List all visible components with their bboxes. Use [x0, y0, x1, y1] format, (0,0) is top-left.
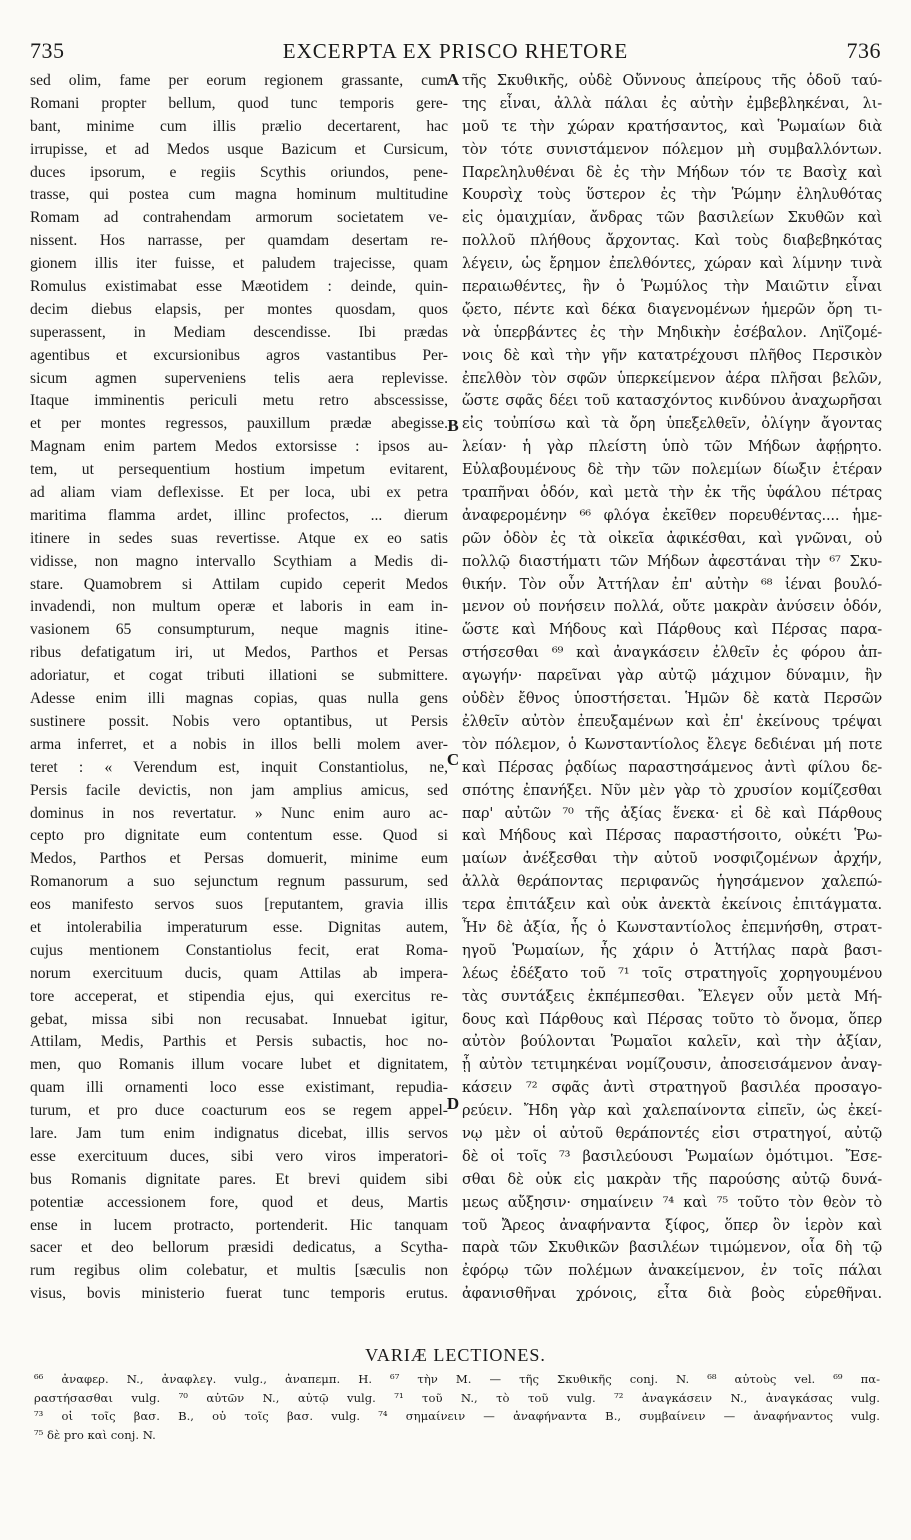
latin-text-line: cepto pro dignitate eum contentum esse. Quod si: [30, 827, 448, 845]
notes-text-line: ⁷³ οἱ τοῖς βασ. B., οὐ τοῖς βασ. vulg. ⁷⁴ σημαίνειν — ἀναφήναντα B., συμβαίνειν — ἀναφήναντος vulg.: [34, 1409, 880, 1423]
greek-text-line: περαιωθέντες, ἣν ὁ Ῥωμύλος τὴν Μαιῶτιν εἶναι: [462, 278, 882, 296]
notes-text-line: ραστήσασθαι vulg. ⁷⁰ αὐτῶν N., αὐτῷ vulg. ⁷¹ τοῦ N., τὸ τοῦ vulg. ⁷² ἀναγκάσειν N., ἀναγκάσας vulg.: [34, 1390, 880, 1405]
latin-text-line: lare. Jam tum enim indignatus dicebat, illis servos: [30, 1124, 448, 1142]
margin-marker-a: A: [446, 70, 460, 89]
greek-text-line: Ἦν δὲ ἀξία, ἧς ὁ Κωνσταντίολος ἐπεμνήσθη, στρατ-: [462, 918, 882, 936]
latin-text-line: Medos, Parthos et Persas domuerit, minime eum: [30, 850, 448, 868]
greek-text-line: ᾤετο, πέντε καὶ δέκα διαγενομένων ἡμερῶν ὄρη τι-: [462, 300, 882, 318]
page-number-right: 736: [846, 38, 881, 63]
greek-text-line: Παρεληλυθέναι δὲ ἐς τὴν Μήδων τόν τε Βασὶχ καὶ: [462, 163, 882, 181]
latin-text-line: bus Romanis dignitate pares. Et brevi quidem sibi: [30, 1170, 448, 1188]
greek-text-line: λέγειν, ὡς ἔρημον ἐπελθόντες, χώραν καὶ λίμνην τινὰ: [462, 255, 882, 273]
greek-text-line: νῳ μὲν οἱ αὐτοῦ θεράποντές εἰσι στρατηγοί, αὐτῷ: [462, 1124, 882, 1142]
latin-text-line: Attilam, Medis, Parthis et Persis subactis, hoc no-: [30, 1033, 448, 1051]
greek-text-line: ᾗ αὐτὸν τετιμηκέναι νομίζουσιν, ἀποσεισάμενον ἀναγ-: [462, 1056, 882, 1074]
latin-text-line: Romani propter bellum, quod tunc temporis gere-: [30, 94, 448, 112]
greek-text-line: Κουρσὶχ τοὺς ὕστερον ἐς τὴν Ῥώμην ἐληλυθότας: [462, 186, 882, 204]
latin-text-line: Romulus existimabat esse Mæotidem : deinde, quin-: [30, 278, 448, 296]
page-number-left: 735: [30, 38, 65, 63]
latin-text-line: ense in lucem protracto, portenderit. Hic tanquam: [30, 1216, 448, 1234]
margin-marker-b: B: [447, 416, 459, 435]
greek-column: [462, 70, 882, 1306]
greek-text-line: ἐφόρῳ τῶν πολέμων ἀνακείμενον, ἐν τοῖς πάλαι: [462, 1262, 882, 1280]
greek-text-line: δους καὶ Πάρθους καὶ Πέρσας τοῦτο τὸ ὄνομα, ὅπερ: [462, 1010, 882, 1028]
greek-text-line: τῆς Σκυθικῆς, οὐδὲ Οὔννους ἀπείρους τῆς ὁδοῦ ταύ-: [462, 72, 882, 89]
greek-text-line: τοῦ Ἄρεος ἀναφήναντα ξίφος, ὅπερ ὂν ἱερὸν καὶ: [462, 1216, 882, 1234]
greek-text-line: νοις δὲ καὶ τὴν γῆν κατατρέχουσι πλῆθος Περσικὸν: [462, 346, 882, 364]
greek-text-line: εἰς τοὐπίσω καὶ τὰ ὄρη ὑπεξελθεῖν, ὀλίγην ἄγοντας: [462, 415, 882, 433]
latin-text-line: tem, ut persequentium hostium impetum evitarent,: [30, 461, 448, 479]
greek-text-line: ἀλλὰ θεράποντας περιφανῶς ἡγησάμενον χαλεπώ-: [462, 873, 882, 891]
latin-text-line: adoriatur, et cogat tributi illationi se submittere.: [30, 667, 448, 685]
greek-text-line: ὥστε σφᾶς δέει τοῦ κατασχόντος κινδύνου ἀναχωρῆσαι: [462, 392, 882, 410]
page-header: [30, 38, 881, 66]
latin-text-line: norum exercituum ducis, quam Attilas ab impera-: [30, 964, 448, 982]
greek-text-line: καὶ Μήδους καὶ Πέρσας παραστήσοιτο, οὐκέτι Ῥω-: [462, 827, 882, 845]
greek-text-line: κάσειν ⁷² σφᾶς ἀντὶ στρατηγοῦ βασιλέα προσαγο-: [462, 1079, 882, 1097]
greek-text-line: ὥστε καὶ Μήδους καὶ Πάρθους καὶ Πέρσας παρα-: [462, 621, 882, 639]
running-title: EXCERPTA EX PRISCO RHETORE: [282, 39, 629, 63]
two-column-body: [30, 70, 882, 1332]
latin-text-line: gionem illis iter fuisse, et paludem trajecisse, quam: [30, 255, 448, 273]
notes-text-line: ⁶⁶ ἀναφερ. N., ἀναφλεγ. vulg., ἀναπεμπ. H. ⁶⁷ τὴν Μ. — τῆς Σκυθικῆς conj. N. ⁶⁸ αὐτοὺς vel. ⁶⁹ πα-: [34, 1372, 880, 1386]
latin-text-line: Persis facile devictis, non jam amplius amicus, sed: [30, 781, 448, 799]
latin-text-line: potentiæ accessionem fore, quod et deus, Martis: [30, 1193, 448, 1211]
greek-text-line: τὸν τότε συνιστάμενον πόλεμον μὴ συμβαλλόντων.: [462, 140, 882, 158]
latin-text-line: eos manifesto servos suos [reputantem, gravia illis: [30, 896, 448, 914]
latin-text-line: vasionem 65 consumpturum, neque magnis itine-: [30, 621, 448, 639]
latin-text-line: quam illi ornamenti loco esse existimant, repudia-: [30, 1079, 448, 1097]
greek-text-line: ἐλθεῖν αὐτὸν ἐπευξαμένων καὶ ἐπ' ἐκείνους τρέψαι: [462, 712, 882, 730]
variae-lectiones-notes: [34, 1370, 880, 1444]
latin-text-line: et per montes regressos, pauxillum prædæ abegisse.: [30, 415, 448, 433]
greek-text-line: θικήν. Τὸν οὖν Ἀττήλαν ἐπ' αὐτὴν ⁶⁸ ἰέναι βουλό-: [462, 575, 882, 593]
greek-text-line: παρ' αὐτῶν ⁷⁰ τῆς ἀξίας ἕνεκα· εἰ δὲ καὶ Πάρθους: [462, 804, 882, 822]
latin-text-line: gebat, missa sibi non recusabat. Innuebat igitur,: [30, 1010, 448, 1028]
greek-text-line: ἐπελθὸν τὸν σφῶν ὑπερκείμενον ἀέρα πλῆσαι βελῶν,: [462, 369, 882, 387]
variae-lectiones-heading: VARIÆ LECTIONES.: [365, 1345, 546, 1365]
latin-text-line: ribus defatigatum iri, ut Medos, Parthos et Persas: [30, 644, 448, 662]
latin-text-line: Adesse enim illi magnas copias, quas nulla gens: [30, 690, 448, 708]
latin-text-line: teret : « Verendum est, inquit Constantiolus, ne,: [30, 758, 448, 776]
latin-text-line: rum regibus olim colebatur, et multis [sæculis non: [30, 1262, 448, 1280]
latin-text-line: stare. Quamobrem si Attilam cupido ceperit Medos: [30, 575, 448, 593]
greek-text-line: καὶ Πέρσας ῥᾳδίως παραστησάμενος ἀντὶ φίλου δε-: [462, 758, 882, 776]
latin-text-line: sed olim, fame per eorum regionem grassante, cum: [30, 72, 448, 89]
greek-text-line: ἀφανισθῆναι χρόνοις, εἶτα διὰ βοὸς εὑρεθῆναι.: [462, 1285, 882, 1303]
greek-text-line: τραπῆναι ὁδόν, καὶ μετὰ τὴν ἐκ τῆς ὑφάλου πέτρας: [462, 484, 882, 502]
greek-text-line: οὐδὲν ἔθνος ὑποστήσεται. Ἡμῶν δὲ κατὰ Περσῶν: [462, 690, 882, 708]
greek-text-line: αὐτὸν βούλονται Ῥωμαῖοι καλεῖν, καὶ τὴν ἀξίαν,: [462, 1033, 882, 1051]
latin-text-line: sacer et deo bellorum præsidi dedicatus, a Scytha-: [30, 1239, 448, 1257]
latin-text-line: Itaque imminentis periculi metu retro abscessisse,: [30, 392, 448, 410]
latin-text-line: ad aliam viam deflexisse. Et per loca, ubi ex petra: [30, 484, 448, 502]
notes-text-line: ⁷⁵ δὲ pro καὶ conj. N.: [34, 1427, 156, 1442]
greek-text-line: στήσεσθαι ⁶⁹ καὶ ἀναγκάσειν ἐλθεῖν ἐς φόρου ἀπ-: [462, 644, 882, 662]
latin-column: [30, 70, 448, 1306]
greek-text-line: αγωγήν· παρεῖναι γὰρ αὐτῷ μάχιμον δύναμιν, ἣν: [462, 667, 882, 685]
latin-text-line: sustinere possit. Nobis vero optantibus, ut Persis: [30, 712, 448, 730]
margin-marker-d: D: [446, 1094, 460, 1113]
greek-text-line: ρεύειν. Ἤδη γὰρ καὶ χαλεπαίνοντα εἰπεῖν, ὡς ἐκεί-: [462, 1102, 882, 1120]
greek-text-line: μαίων ἀνέξεσθαι τὴν αὐτοῦ νοσφιζομένων ἀρχήν,: [462, 850, 882, 868]
greek-text-line: Εὐλαβουμένους δὲ τὴν τῶν πολεμίων δίωξιν ἑτέραν: [462, 461, 882, 479]
latin-text-line: et intolerabilia imperaturum esse. Dignitas autem,: [30, 918, 448, 936]
greek-text-line: λείαν· ἡ γὰρ πλείστη ὑπὸ τῶν Μήδων ἀφῄρητο.: [462, 438, 882, 456]
latin-text-line: Magnam enim partem Medos extorsisse : ipsos au-: [30, 438, 448, 456]
latin-text-line: vidisse, non magno intervallo Scythiam a Medis di-: [30, 552, 448, 570]
greek-text-line: μοῦ τε τὴν χώραν κρατήσαντος, καὶ Ῥωμαίων διὰ: [462, 117, 882, 135]
greek-text-line: ρῶν ὁδὸν ἐς τὰ οἰκεῖα ἀφικέσθαι, καὶ γνῶναι, οὐ: [462, 529, 882, 547]
latin-text-line: esse exercituum duces, sibi vero viros imperatori-: [30, 1147, 448, 1165]
latin-text-line: maritima flamma ardet, illinc profectos, ... dierum: [30, 506, 448, 524]
greek-text-line: σπότης ἐπανήξει. Νῦν μὲν γὰρ τὸ χρυσίον κομίζεσθαι: [462, 781, 882, 799]
greek-text-line: της εἶναι, ἀλλὰ πάλαι ἐς αὐτὴν ἐμβεβληκέναι, λι-: [462, 94, 882, 112]
greek-text-line: τὰς συντάξεις ἐκπέμπεσθαι. Ἔλεγεν οὖν μετὰ Μή-: [462, 987, 882, 1005]
greek-text-line: εἰς ὁμαιχμίαν, ἄνδρας τῶν βασιλείων Σκυθῶν καὶ: [462, 209, 882, 227]
latin-text-line: bant, minime cum illis prælio decertarent, hac: [30, 117, 448, 135]
latin-text-line: visus, bovis ministerio fuerat tunc temporis erutus.: [30, 1285, 448, 1303]
latin-text-line: men, quo Romanis illum vocare lubet et dignitatem,: [30, 1056, 448, 1074]
latin-text-line: decim diebus elapsis, per montes quosdam, quos: [30, 300, 448, 318]
latin-text-line: itinere in sedes suas revertisse. Atque ex eo satis: [30, 529, 448, 547]
greek-text-line: λέως ἐδέξατο τοῦ ⁷¹ τοῖς στρατηγοῖς χορηγουμένου: [462, 964, 882, 982]
greek-text-line: μεως αὔξησιν· σημαίνειν ⁷⁴ καὶ ⁷⁵ τοῦτο τὸν θεὸν τὸ: [462, 1193, 882, 1211]
margin-marker-c: C: [446, 750, 460, 769]
latin-text-line: dominus in nos revertatur. » Nunc enim auro ac-: [30, 804, 448, 822]
latin-text-line: trasse, qui postea cum magna hominum multitudine: [30, 186, 448, 204]
greek-text-line: σθαι δὲ οὐκ εἰς μακρὰν τῆς παρούσης αὐτῷ δυνά-: [462, 1170, 882, 1188]
greek-text-line: ἀναφερομένην ⁶⁶ φλόγα ἐκεῖθεν πορευθέντας.... ἡμε-: [462, 506, 882, 524]
greek-text-line: πολλοῦ πλήθους ἄρχοντας. Καὶ τοὺς διαβεβηκότας: [462, 232, 882, 250]
latin-text-line: sicum agmen superveniens telis aera replevisse.: [30, 369, 448, 387]
latin-text-line: agentibus et excursionibus agros vastantibus Per-: [30, 346, 448, 364]
latin-text-line: Romam ad contrahendam armorum societatem ve-: [30, 209, 448, 227]
latin-text-line: Romanorum a suo sejunctum regnum passurum, sed: [30, 873, 448, 891]
greek-text-line: τὸν πόλεμον, ὁ Κωνσταντίολος ἔλεγε δεδιέναι μή ποτε: [462, 735, 882, 753]
latin-text-line: turum, et pro duce coacturum eos se regem appel-: [30, 1102, 448, 1120]
latin-text-line: nissent. Hos narrasse, per quamdam desertam re-: [30, 232, 448, 250]
latin-text-line: arma inferret, et a nobis in illos belli molem aver-: [30, 735, 448, 753]
greek-text-line: ηγοῦ Ῥωμαίων, ἧς χάριν ὁ Ἀττήλας παρὰ βασι-: [462, 941, 882, 959]
greek-text-line: τερα ἐπιτάξειν καὶ οὐκ ἀνεκτὰ ἐκείνοις ἐπιτάγματα.: [462, 896, 882, 914]
greek-text-line: παρὰ τῶν Σκυθικῶν βασιλέων τιμώμενον, οἷα δὴ τῷ: [462, 1239, 882, 1257]
latin-text-line: tore acceperat, et stipendia ejus, qui exercitus re-: [30, 987, 448, 1005]
greek-text-line: νὰ ὑπερβάντες ἐς τὴν Μηδικὴν ἐσέβαλον. Ληϊζομέ-: [462, 323, 882, 341]
latin-text-line: invadendi, non multum operæ et laboris in eam in-: [30, 598, 448, 616]
greek-text-line: μενον οὐ πονήσειν πολλά, οὔτε μακρὰν ἀνύσειν ὁδόν,: [462, 598, 882, 616]
latin-text-line: duces ipsorum, e regiis Scythis oriundos, pene-: [30, 163, 448, 181]
latin-text-line: cujus mentionem Constantiolus fecit, erat Roma-: [30, 941, 448, 959]
latin-text-line: superassent, in Mediam descendisse. Ibi prædas: [30, 323, 448, 341]
latin-text-line: irrupisse, et ad Medos usque Bazicum et Cursicum,: [30, 140, 448, 158]
greek-text-line: δὲ οἱ τοῖς ⁷³ βασιλεύουσι Ῥωμαίων ὁμότιμοι. Ἔσε-: [462, 1147, 882, 1165]
greek-text-line: πολλῷ διαστήματι τῶν Μήδων ἀφεστάναι τὴν ⁶⁷ Σκυ-: [462, 552, 882, 570]
